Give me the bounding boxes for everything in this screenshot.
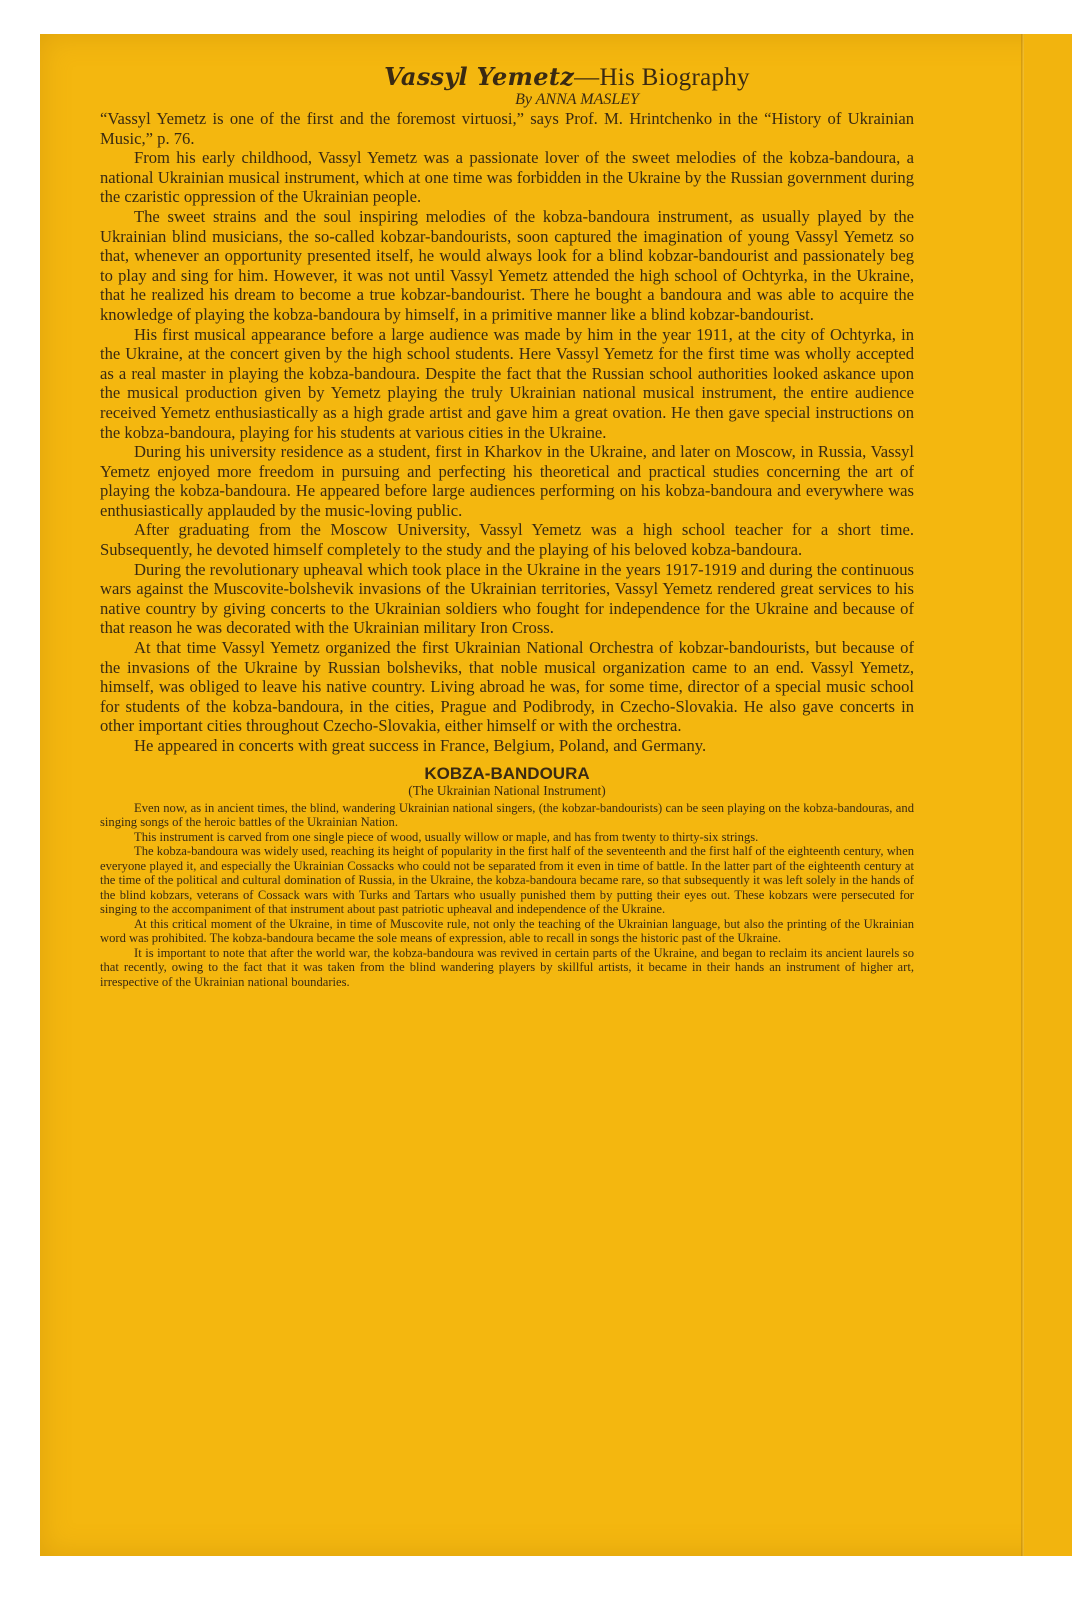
section-subtitle: (The Ukrainian National Instrument) (408, 782, 606, 798)
byline: By ANNA MASLEY (515, 91, 639, 108)
biography-body (100, 109, 914, 756)
kobza-paragraph: The kobza-bandoura was widely used, reaching its height of popularity in the first half of the seventeenth and the first half of the eighteenth century, when everyone played it, and especially the Ukrainian Cossacks who could not be separated from it even in time of battle. In the latter part of the eighteenth century at the time of the political and cultural domination of Russia, in the Ukraine, the kobza-bandoura became rare, so that subsequently it was left solely in the hands of the blind kobzars, veterans of Cossack wars with Turks and Tartars who usually punished them by putting their eyes out. These kobzars were persecuted for singing to the accompaniment of that instrument about past patriotic upheaval and independence of the Ukraine. (100, 844, 914, 917)
bio-paragraph: “Vassyl Yemetz is one of the first and the foremost virtuosi,” says Prof. M. Hrintchenko in the “History of Ukrainian Music,” p. 76. (100, 109, 914, 148)
kobza-paragraph: This instrument is carved from one single piece of wood, usually willow or maple, and has from twenty to thirty-six strings. (134, 829, 759, 844)
kobza-paragraph: It is important to note that after the world war, the kobza-bandoura was revived in certain parts of the Ukraine, and began to reclaim its ancient laurels so that recently, owing to the fact that it was taken from the blind wandering players by skillful artists, it became in their hands an instrument of higher art, irrespective of the Ukrainian national boundaries. (100, 945, 914, 989)
bio-paragraph: After graduating from the Moscow University, Vassyl Yemetz was a high school teacher for a short time. Subsequently, he devoted himself completely to the study and the playing of his beloved kobza-bandoura. (100, 520, 914, 560)
bio-paragraph: During the revolutionary upheaval which took place in the Ukraine in the years 1917-1919 and during the continuous wars against the Muscovite-bolshevik invasions of the Ukrainian territories, Vassyl Yemetz rendered great services to his native country by giving concerts to the Ukrainian soldiers who fought for independence for the Ukraine and because of that reason he was decorated with the Ukrainian military Iron Cross. (100, 559, 914, 638)
document-content (100, 62, 914, 989)
kobza-section-body (100, 801, 914, 990)
kobza-paragraph: Even now, as in ancient times, the blind, wandering Ukrainian national singers, (the kobzar-bandourists) can be seen playing on the kobza-bandouras, and singing songs of the heroic battles of the Ukrainian Nation. (100, 800, 914, 830)
bio-paragraph: His first musical appearance before a large audience was made by him in the year 1911, at the city of Ochtyrka, in the Ukraine, at the concert given by the high school students. Here Vassyl Yemetz for the first time was wholly accepted as a real master in playing the kobza-bandoura. Despite the fact that the Russian school authorities looked askance upon the musical production given by Yemetz playing the truly Ukrainian national musical instrument, the entire audience received Yemetz enthusiastically as a high grade artist and gave him a great ovation. He then gave special instructions on the kobza-bandoura, playing for his students at various cities in the Ukraine. (100, 324, 914, 442)
kobza-paragraph: At this critical moment of the Ukraine, in time of Muscovite rule, not only the teaching of the Ukrainian language, but also the printing of the Ukrainian word was prohibited. The kobza-bandoura became the sole means of expression, able to recall in songs the historic past of the Ukraine. (100, 916, 914, 946)
bio-paragraph: From his early childhood, Vassyl Yemetz was a passionate lover of the sweet melodies of the kobza-bandoura, a national Ukrainian musical instrument, which at one time was forbidden in the Ukraine by the Russian government during the czaristic oppression of the Ukrainian people. (100, 148, 914, 207)
section-title: KOBZA-BANDOURA (424, 763, 590, 783)
bio-paragraph: The sweet strains and the soul inspiring melodies of the kobza-bandoura instrument, as usually played by the Ukrainian blind musicians, the so-called kobzar-bandourists, soon captured the imagination of young Vassyl Yemetz so that, whenever an opportunity presented itself, he would always look for a blind kobzar-bandourist and passionately beg to play and sing for him. However, it was not until Vassyl Yemetz attended the high school of Ochtyrka, in the Ukraine, that he realized his dream to become a true kobzar-bandourist. There he bought a bandoura and was able to acquire the knowledge of playing the kobza-bandoura by himself, in a primitive manner like a blind kobzar-bandourist. (100, 206, 914, 324)
page-title (220, 62, 914, 93)
bio-paragraph: He appeared in concerts with great success in France, Belgium, Poland, and Germany. (134, 736, 707, 755)
bio-paragraph: During his university residence as a student, first in Kharkov in the Ukraine, and later on Moscow, in Russia, Vassyl Yemetz enjoyed more freedom in pursuing and perfecting his theoretical and practical studies concerning the art of playing the kobza-bandoura. He appeared before large audiences performing on his kobza-bandoura and everywhere was enthusiastically applauded by the music-loving public. (100, 442, 914, 520)
adjacent-page-edge (1024, 34, 1072, 1556)
title-name: Vassyl Yemetz (384, 62, 575, 91)
bio-paragraph: At that time Vassyl Yemetz organized the first Ukrainian National Orchestra of kobzar-bandourists, but because of the invasions of the Ukraine by Russian bolsheviks, that noble musical organization came to an end. Vassyl Yemetz, himself, was obliged to leave his native country. Living abroad he was, for some time, director of a special music school for students of the kobza-bandoura, in the cities, Prague and Podibrody, in Czecho-Slovakia. He also gave concerts in other important cities throughout Czecho-Slovakia, either himself or with the orchestra. (100, 638, 914, 736)
title-suffix: —His Biography (574, 64, 750, 91)
